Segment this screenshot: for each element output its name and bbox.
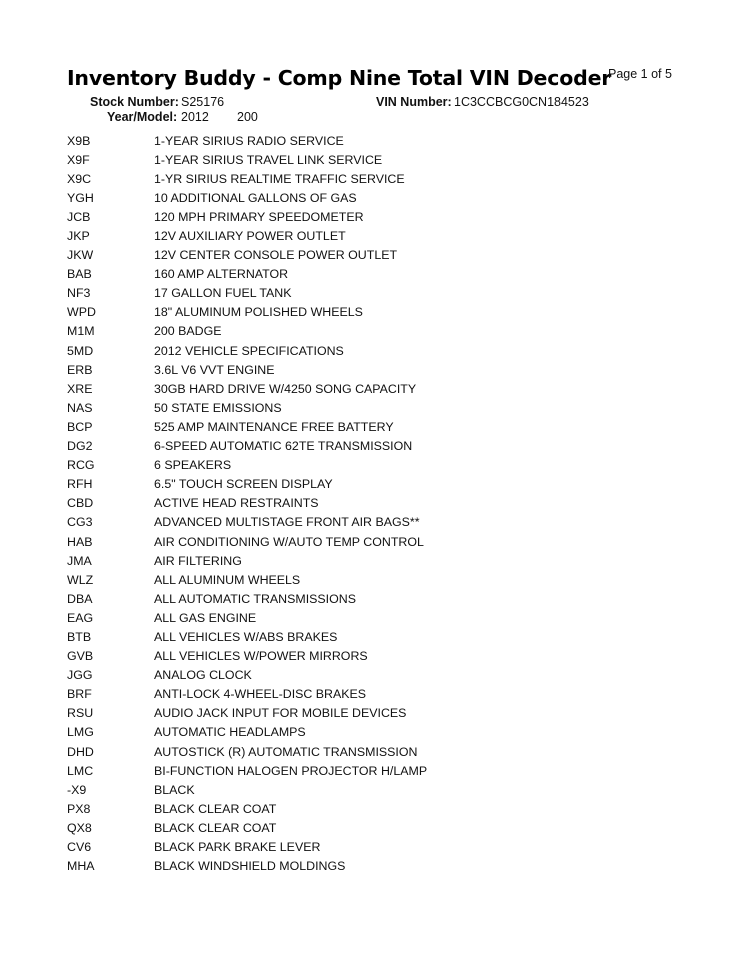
option-code-row: [67, 589, 687, 608]
option-code: WPD: [67, 305, 96, 320]
option-description: 6-SPEED AUTOMATIC 62TE TRANSMISSION: [154, 439, 413, 454]
option-code: BTB: [67, 629, 92, 644]
option-description: AUTOMATIC HEADLAMPS: [154, 725, 306, 740]
option-code: DBA: [67, 591, 93, 606]
option-code: JGG: [67, 668, 93, 683]
option-code-row: [67, 341, 687, 360]
option-code-row: [67, 704, 687, 723]
option-code: JMA: [67, 553, 92, 568]
option-code-row: [67, 532, 687, 551]
stock-number-value: S25176: [181, 95, 225, 109]
option-code-row: [67, 226, 687, 245]
option-description: 50 STATE EMISSIONS: [154, 400, 282, 415]
option-code-row: [67, 265, 687, 284]
option-code: DHD: [67, 744, 94, 759]
option-code-row: [67, 666, 687, 685]
option-code: YGH: [67, 190, 94, 205]
option-code: GVB: [67, 649, 94, 664]
option-code: QX8: [67, 820, 92, 835]
option-description: 18" ALUMINUM POLISHED WHEELS: [154, 305, 363, 320]
page-title: Inventory Buddy - Comp Nine Total VIN Decoder: [67, 66, 612, 90]
option-description: 1-YEAR SIRIUS TRAVEL LINK SERVICE: [154, 152, 383, 167]
option-code: X9B: [67, 133, 91, 148]
option-code: EAG: [67, 610, 94, 625]
option-code: PX8: [67, 801, 91, 816]
option-description: AUDIO JACK INPUT FOR MOBILE DEVICES: [154, 706, 407, 721]
option-code: X9F: [67, 152, 90, 167]
option-description: ANALOG CLOCK: [154, 668, 252, 683]
option-description: 6.5" TOUCH SCREEN DISPLAY: [154, 477, 333, 492]
option-code: JCB: [67, 209, 91, 224]
option-code-row: [67, 475, 687, 494]
option-code-row: [67, 857, 687, 876]
option-description: BLACK: [154, 782, 195, 797]
option-code: DG2: [67, 439, 93, 454]
option-description: 2012 VEHICLE SPECIFICATIONS: [154, 343, 344, 358]
option-code: CV6: [67, 840, 92, 855]
option-description: ALL AUTOMATIC TRANSMISSIONS: [154, 591, 356, 606]
option-code-row: [67, 169, 687, 188]
option-code-row: [67, 437, 687, 456]
option-code-row: [67, 685, 687, 704]
option-code-row: [67, 627, 687, 646]
option-description: 10 ADDITIONAL GALLONS OF GAS: [154, 190, 357, 205]
option-code: NF3: [67, 286, 91, 301]
option-description: BLACK PARK BRAKE LEVER: [154, 840, 321, 855]
option-description: 120 MPH PRIMARY SPEEDOMETER: [154, 209, 364, 224]
option-code: BCP: [67, 419, 93, 434]
option-code-list: [67, 131, 687, 876]
option-code-row: [67, 761, 687, 780]
option-code-row: [67, 837, 687, 856]
option-description: BLACK WINDSHIELD MOLDINGS: [154, 859, 346, 874]
option-code-row: [67, 723, 687, 742]
option-description: BLACK CLEAR COAT: [154, 820, 277, 835]
option-code-row: [67, 799, 687, 818]
option-description: ADVANCED MULTISTAGE FRONT AIR BAGS**: [154, 515, 420, 530]
option-description: 17 GALLON FUEL TANK: [154, 286, 292, 301]
option-code-row: [67, 150, 687, 169]
option-code: RCG: [67, 458, 95, 473]
option-code: LMG: [67, 725, 94, 740]
option-code-row: [67, 322, 687, 341]
page-number: Page 1 of 5: [608, 67, 672, 81]
option-code: NAS: [67, 400, 93, 415]
option-description: ANTI-LOCK 4-WHEEL-DISC BRAKES: [154, 687, 367, 702]
model-value: 200: [237, 110, 258, 124]
option-description: AIR CONDITIONING W/AUTO TEMP CONTROL: [154, 534, 424, 549]
option-code-row: [67, 303, 687, 322]
option-code-row: [67, 570, 687, 589]
option-code: RFH: [67, 477, 93, 492]
option-description: ALL ALUMINUM WHEELS: [154, 572, 301, 587]
option-code-row: [67, 494, 687, 513]
option-code: XRE: [67, 381, 93, 396]
option-code-row: [67, 284, 687, 303]
vin-number-value: 1C3CCBCG0CN184523: [454, 95, 589, 109]
option-code-row: [67, 398, 687, 417]
option-code: WLZ: [67, 572, 94, 587]
year-value: 2012: [181, 110, 209, 124]
option-code-row: [67, 246, 687, 265]
option-code-row: [67, 742, 687, 761]
option-code: CBD: [67, 496, 94, 511]
option-description: 3.6L V6 VVT ENGINE: [154, 362, 275, 377]
option-code-row: [67, 207, 687, 226]
option-code: BRF: [67, 687, 92, 702]
option-code-row: [67, 417, 687, 436]
option-description: ALL GAS ENGINE: [154, 610, 257, 625]
option-description: AIR FILTERING: [154, 553, 242, 568]
option-code: M1M: [67, 324, 95, 339]
option-code-row: [67, 456, 687, 475]
option-description: ALL VEHICLES W/ABS BRAKES: [154, 629, 338, 644]
option-description: 12V AUXILIARY POWER OUTLET: [154, 229, 346, 244]
stock-number-label: Stock Number:: [90, 95, 179, 109]
option-code: HAB: [67, 534, 93, 549]
option-description: 160 AMP ALTERNATOR: [154, 267, 289, 282]
option-description: 1-YR SIRIUS REALTIME TRAFFIC SERVICE: [154, 171, 405, 186]
option-code-row: [67, 360, 687, 379]
option-code: JKP: [67, 229, 90, 244]
option-code: JKW: [67, 248, 94, 263]
option-code-row: [67, 780, 687, 799]
option-code-row: [67, 551, 687, 570]
option-description: 525 AMP MAINTENANCE FREE BATTERY: [154, 419, 394, 434]
option-code: ERB: [67, 362, 93, 377]
option-code: X9C: [67, 171, 92, 186]
option-description: BI-FUNCTION HALOGEN PROJECTOR H/LAMP: [154, 763, 428, 778]
option-description: 30GB HARD DRIVE W/4250 SONG CAPACITY: [154, 381, 417, 396]
option-code-row: [67, 818, 687, 837]
year-model-label: Year/Model:: [107, 110, 178, 124]
option-code-row: [67, 188, 687, 207]
vin-number-label: VIN Number:: [376, 95, 452, 109]
option-code: MHA: [67, 859, 95, 874]
option-code-row: [67, 513, 687, 532]
option-description: ACTIVE HEAD RESTRAINTS: [154, 496, 319, 511]
option-code-row: [67, 131, 687, 150]
option-code: BAB: [67, 267, 92, 282]
option-description: 6 SPEAKERS: [154, 458, 232, 473]
option-code-row: [67, 608, 687, 627]
option-code: LMC: [67, 763, 94, 778]
option-description: 1-YEAR SIRIUS RADIO SERVICE: [154, 133, 344, 148]
option-code: CG3: [67, 515, 93, 530]
option-description: 12V CENTER CONSOLE POWER OUTLET: [154, 248, 398, 263]
option-code: RSU: [67, 706, 94, 721]
option-description: BLACK CLEAR COAT: [154, 801, 277, 816]
option-code-row: [67, 379, 687, 398]
option-description: ALL VEHICLES W/POWER MIRRORS: [154, 649, 368, 664]
option-description: 200 BADGE: [154, 324, 222, 339]
option-code: -X9: [67, 782, 87, 797]
option-code: 5MD: [67, 343, 94, 358]
option-description: AUTOSTICK (R) AUTOMATIC TRANSMISSION: [154, 744, 418, 759]
option-code-row: [67, 647, 687, 666]
